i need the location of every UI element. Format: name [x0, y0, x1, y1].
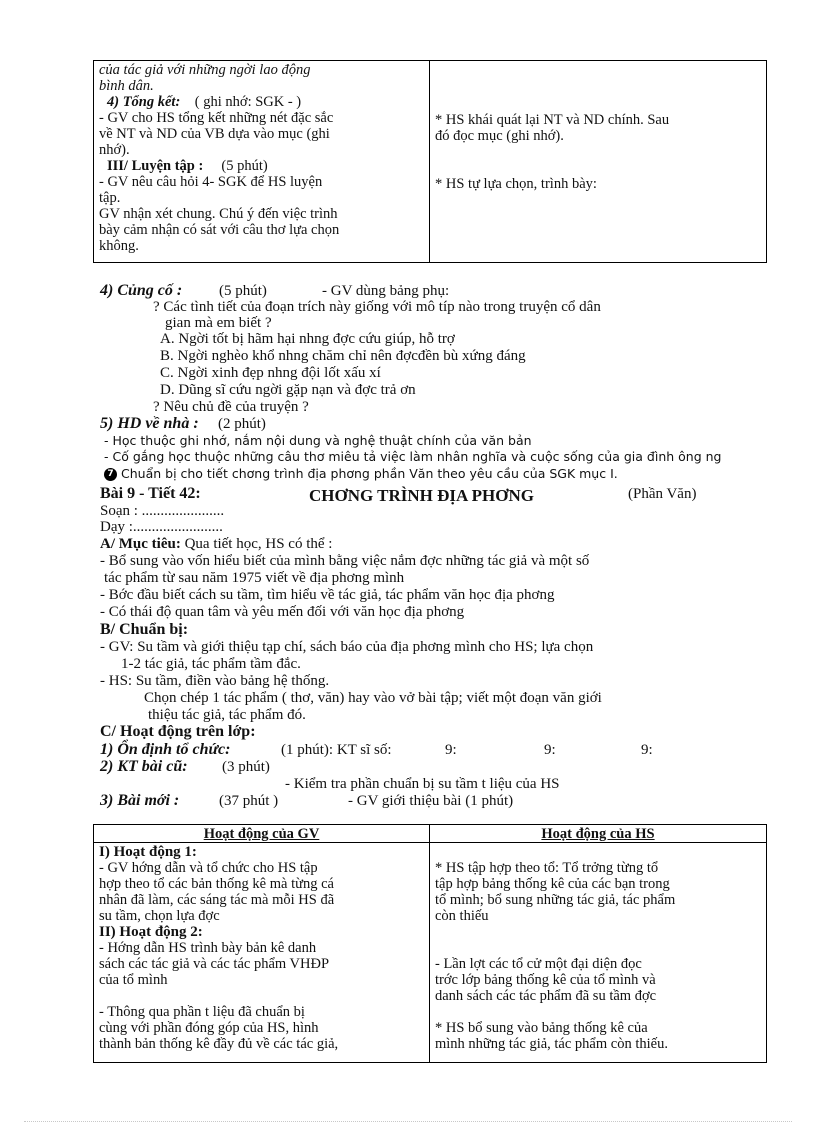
homework-line: - Cố gắng học thuộc những câu thơ miêu tả việc làm nhân nghĩa và cuộc sống của gia đình ông ng	[104, 449, 722, 464]
lesson-title: CHƠNG TRÌNH ĐỊA PHƠNG	[309, 486, 534, 505]
activity-2-heading: II) Hoạt động 2:	[99, 924, 203, 940]
objectives-heading: A/ Mục tiêu: Qua tiết học, HS có thể :	[100, 536, 333, 552]
text-line: nhớ).	[99, 142, 130, 158]
summary-heading: 4) Tổng kết: ( ghi nhớ: SGK - )	[107, 94, 302, 110]
text-line: tập.	[99, 190, 121, 206]
question-line: gian mà em biết ?	[165, 315, 272, 331]
header-teacher: Hoạt động của GV	[94, 825, 430, 843]
date-soan: Soạn : ......................	[100, 503, 225, 519]
text-line: nhân đã làm, các sáng tác mà mỗi HS đã	[99, 892, 335, 908]
question-line: ? Các tình tiết của đoạn trích này giống với mô típ nào trong truyện cổ dân	[153, 299, 601, 315]
text-line: danh sách các tác phẩm đã su tầm đợc	[435, 988, 657, 1004]
text-line: sách các tác giả và các tác phẩm VHĐP	[99, 956, 330, 972]
text-line: bình dân.	[99, 78, 154, 94]
step-2-label: 2) KT bài cũ:	[100, 758, 188, 775]
preparation-line: - GV: Su tầm và giới thiệu tạp chí, sách báo của địa phơng mình cho HS; lựa chọn	[100, 639, 594, 655]
class-9-b: 9:	[544, 742, 556, 758]
text-line: còn thiếu	[435, 908, 489, 924]
class-9-a: 9:	[445, 742, 457, 758]
text-line: GV nhận xét chung. Chú ý đến việc trình	[99, 206, 338, 222]
text-line: * HS khái quát lại NT và ND chính. Sau	[435, 112, 670, 128]
step-2-time: (3 phút)	[222, 759, 270, 775]
lesson-id: Bài 9 - Tiết 42:	[100, 485, 201, 502]
preparation-line: 1-2 tác giả, tác phẩm tầm đắc.	[121, 656, 301, 672]
option-d: D. Dũng sĩ cứu ngời gặp nạn và đợc trả ơn	[160, 382, 416, 398]
text-line: của tác giả với những ngời lao động	[99, 62, 311, 78]
student-column	[430, 843, 767, 1063]
objective-line: - Bớc đầu biết cách su tầm, tìm hiểu về tác giả, tác phẩm văn học địa phơng	[100, 587, 555, 603]
practice-heading: III/ Luyện tập : (5 phút)	[107, 158, 268, 174]
homework-heading: 5) HD về nhà :	[100, 415, 199, 432]
option-b: B. Ngời nghèo khổ nhng chăm chỉ nên đợcđền bù xứng đáng	[160, 348, 526, 364]
consolidation-gv: - GV dùng bảng phụ:	[322, 283, 450, 299]
activities-heading: C/ Hoạt động trên lớp:	[100, 723, 256, 740]
text-line: về NT và ND của VB dựa vào mục (ghi	[99, 126, 330, 142]
text-line: tổ mình; bổ sung những tác giả, tác phẩm	[435, 892, 676, 908]
teacher-column	[94, 843, 430, 1063]
consolidation-heading: 4) Củng cố :	[100, 282, 183, 299]
text-line: đó đọc mục (ghi nhớ).	[435, 128, 564, 144]
homework-line: - Học thuộc ghi nhớ, nắm nội dung và nghệ thuật chính của văn bản	[104, 433, 532, 448]
objective-line: - Có thái độ quan tâm và yêu mến đối với văn học địa phơng	[100, 604, 465, 620]
text-line: bày cảm nhận có sát với câu thơ lựa chọn	[99, 222, 340, 238]
class-9-c: 9:	[641, 742, 653, 758]
text-line: * HS bổ sung vào bảng thống kê của	[435, 1020, 648, 1036]
text-line: thành bản thống kê đầy đủ về các tác giả,	[99, 1036, 339, 1052]
text-line: - GV cho HS tổng kết những nét đặc sắc	[99, 110, 334, 126]
text-line: cùng với phần đóng góp của HS, hình	[99, 1020, 319, 1036]
question-line: ? Nêu chủ đề của truyện ?	[153, 399, 309, 415]
option-c: C. Ngời xinh đẹp nhng đội lốt xấu xí	[160, 365, 381, 381]
homework-line: 7 Chuẩn bị cho tiết chơng trình địa phơng phần Văn theo yêu cầu của SGK mục I.	[104, 466, 618, 482]
text-line: hợp theo tổ các bản thống kê mà từng cá	[99, 876, 334, 892]
homework-time: (2 phút)	[218, 416, 266, 432]
text-line: tập hợp bảng thống kê của các bạn trong	[435, 876, 670, 892]
preparation-line: Chọn chép 1 tác phẩm ( thơ, văn) hay vào vở bài tập; viết một đoạn văn giới	[144, 690, 602, 706]
activity-table	[93, 824, 767, 1063]
activity-1-heading: I) Hoạt động 1:	[99, 844, 197, 860]
header-student: Hoạt động của HS	[430, 825, 767, 843]
date-day: Dạy :........................	[100, 519, 223, 535]
activity-table-continued	[93, 60, 767, 263]
text-line: - Hớng dẫn HS trình bày bản kê danh	[99, 940, 317, 956]
text-line: trớc lớp bảng thống kê của tổ mình và	[435, 972, 656, 988]
step-3-detail: - GV giới thiệu bài (1 phút)	[348, 793, 514, 809]
teacher-column	[94, 61, 430, 263]
preparation-line: thiệu tác giả, tác phẩm đó.	[148, 707, 306, 723]
text-line: không.	[99, 238, 139, 254]
text-line: - Lần lợt các tổ cử một đại diện đọc	[435, 956, 642, 972]
objective-line: tác phẩm từ sau năm 1975 viết về địa phơng mình	[104, 570, 405, 586]
text-line: * HS tự lựa chọn, trình bày:	[435, 176, 597, 192]
step-1-label: 1) Ổn định tổ chức:	[100, 741, 231, 758]
step-3-label: 3) Bài mới :	[100, 792, 180, 809]
text-line: mình những tác giả, tác phẩm còn thiếu.	[435, 1036, 668, 1052]
student-column	[430, 61, 767, 263]
consolidation-time: (5 phút)	[219, 283, 267, 299]
text-line: * HS tập hợp theo tổ: Tổ trởng từng tổ	[435, 860, 659, 876]
page-bottom-divider	[24, 1121, 792, 1122]
option-a: A. Ngời tốt bị hãm hại nhng đợc cứu giúp, hỗ trợ	[160, 331, 455, 347]
text-line: của tổ mình	[99, 972, 168, 988]
step-2-detail: - Kiểm tra phần chuẩn bị su tầm t liệu của HS	[285, 776, 560, 792]
step-3-time: (37 phút )	[219, 793, 279, 809]
step-1-detail: (1 phút): KT sĩ số:	[281, 742, 392, 758]
lesson-part: (Phần Văn)	[628, 486, 697, 502]
text-line: - GV nêu câu hỏi 4- SGK để HS luyện	[99, 174, 323, 190]
preparation-line: - HS: Su tầm, điền vào bảng hệ thống.	[100, 673, 330, 689]
preparation-heading: B/ Chuẩn bị:	[100, 621, 189, 638]
bullet-7-icon: 7	[104, 468, 117, 481]
objective-line: - Bổ sung vào vốn hiểu biết của mình bằng việc nắm đợc những tác giả và một số	[100, 553, 590, 569]
text-line: - Thông qua phần t liệu đã chuẩn bị	[99, 1004, 305, 1020]
text-line: su tầm, chọn lựa đợc	[99, 908, 220, 924]
text-line: - GV hớng dẫn và tổ chức cho HS tập	[99, 860, 318, 876]
